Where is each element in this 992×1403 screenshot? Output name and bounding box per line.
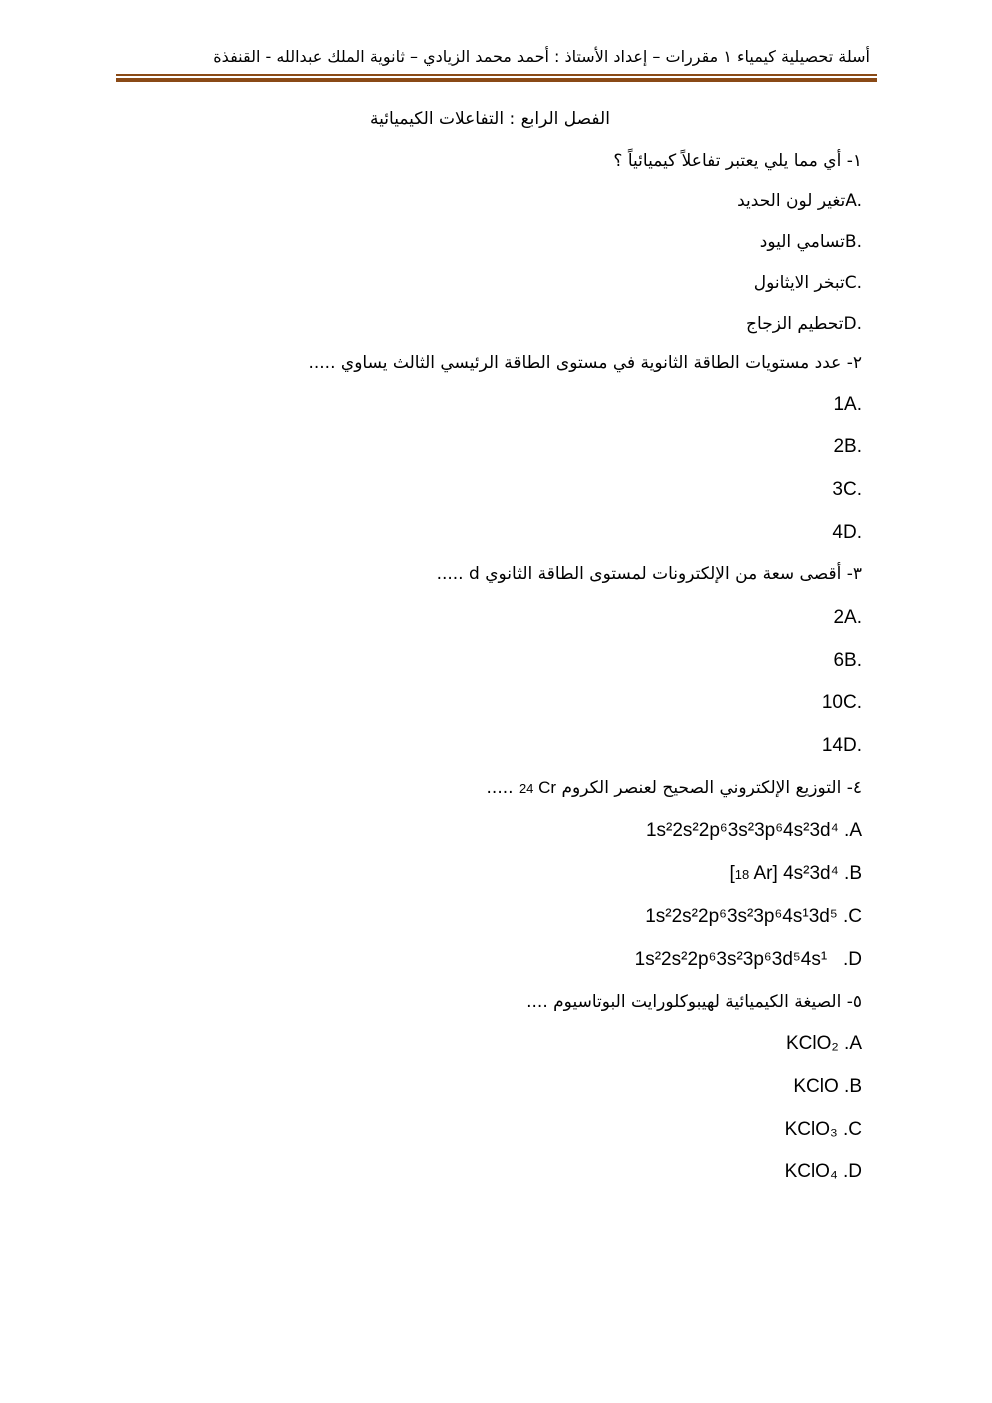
q5-option-b: [793, 1075, 862, 1099]
option-letter: .A: [844, 1033, 862, 1054]
question-4-dots: .....: [486, 778, 514, 798]
element-symbol-text: Cr: [538, 778, 557, 797]
option-letter: C.: [843, 479, 862, 500]
electron-config: 1s²2s²2p⁶3s²3p⁶4s¹3d⁵: [645, 906, 838, 927]
option-text: تحطيم الزجاج: [746, 314, 844, 334]
option-text: 6: [833, 650, 845, 671]
option-letter: D.: [843, 314, 862, 334]
option-text: 4: [832, 522, 843, 543]
q2-option-b: [833, 435, 862, 459]
option-text: 1: [833, 394, 845, 415]
q5-option-c: [785, 1118, 862, 1142]
question-1-text: أي مما يلي يعتبر تفاعلاً كيميائياً ؟: [613, 151, 842, 171]
option-text: تبخر الايثانول: [753, 273, 845, 293]
question-5: [526, 991, 862, 1013]
core-number: 18: [734, 867, 750, 882]
option-text: 2: [833, 436, 845, 457]
option-letter: .A: [844, 820, 862, 841]
q3-option-d: [822, 734, 862, 758]
question-3: [437, 563, 862, 585]
option-letter: .B: [844, 1076, 862, 1097]
chemical-formula: KClO₂: [785, 1033, 839, 1054]
electron-config: 1s²2s²2p⁶3s²3p⁶3d⁵4s¹: [634, 949, 828, 970]
chemical-formula: KClO₄: [784, 1161, 838, 1182]
question-2-text: عدد مستويات الطاقة الثانوية في مستوى الطاقة الرئيسي الثالث يساوي .....: [308, 353, 842, 373]
header-rule-thick: [116, 78, 877, 82]
question-3-number: ٣-: [846, 564, 862, 584]
option-letter: .C: [843, 1119, 862, 1140]
question-3-text: أقصى سعة من الإلكترونات لمستوى الطاقة الثانوي: [485, 564, 842, 584]
option-text: تسامي اليود: [759, 232, 845, 252]
question-4: [487, 777, 862, 800]
q2-option-d: [832, 521, 862, 545]
option-letter: D.: [843, 522, 862, 543]
header-rule-thin: [116, 74, 877, 76]
chapter-title: الفصل الرابع : التفاعلات الكيميائية: [370, 109, 610, 129]
question-5-number: ٥-: [846, 992, 862, 1012]
question-4-text: التوزيع الإلكتروني الصحيح لعنصر الكروم: [561, 778, 842, 798]
option-text: 3: [832, 479, 843, 500]
page-header: أسلة تحصيلية كيمياء ١ مقررات – إعداد الأستاذ : أحمد محمد الزيادي – ثانوية الملك عبدالله - القنفذة: [213, 47, 870, 66]
option-letter: .B: [844, 863, 862, 884]
option-letter: A.: [844, 394, 862, 415]
q4-option-d: [635, 948, 862, 972]
option-text: 2: [833, 607, 845, 628]
question-3-dots: .....: [436, 564, 464, 584]
core-symbol: Ar]: [753, 863, 778, 884]
question-1-number: ١-: [846, 151, 862, 171]
option-letter: C.: [844, 273, 862, 293]
chemical-formula: KClO: [793, 1076, 839, 1097]
q1-option-c: [754, 272, 862, 294]
q2-option-a: [833, 393, 862, 417]
q1-option-b: [760, 231, 862, 253]
option-letter: D.: [843, 735, 862, 756]
q3-option-b: [833, 649, 862, 673]
question-1: [613, 150, 862, 172]
option-text: تغير لون الحديد: [737, 191, 846, 211]
q2-option-c: [832, 478, 862, 502]
option-text: 10: [821, 692, 843, 713]
q4-option-b: [730, 862, 862, 887]
option-letter: B.: [844, 650, 862, 671]
option-letter: C.: [843, 692, 862, 713]
option-letter: .C: [843, 906, 862, 927]
option-letter: A.: [845, 191, 862, 211]
element-symbol: [519, 778, 556, 797]
option-letter: B.: [844, 232, 862, 252]
question-2: [308, 352, 862, 374]
question-3-symbol: d: [469, 564, 480, 584]
q3-option-a: [833, 606, 862, 630]
option-letter: A.: [844, 607, 862, 628]
q1-option-d: [746, 313, 862, 335]
option-letter: B.: [844, 436, 862, 457]
question-4-number: ٤-: [846, 778, 862, 798]
option-letter: .D: [843, 1161, 862, 1182]
core-open: [: [729, 863, 735, 884]
electron-config: 1s²2s²2p⁶3s²3p⁶4s²3d⁴: [645, 820, 839, 841]
question-2-number: ٢-: [846, 353, 862, 373]
question-5-text: الصيغة الكيميائية لهيبوكلورايت البوتاسيوم ....: [526, 992, 842, 1012]
electron-config: 4s²3d⁴: [783, 863, 839, 884]
chemical-formula: KClO₃: [784, 1119, 838, 1140]
q4-option-c: [645, 905, 862, 929]
q4-option-a: [646, 819, 862, 843]
q5-option-a: [786, 1032, 862, 1056]
option-letter: .D: [843, 949, 862, 970]
atomic-number: 24: [518, 781, 534, 796]
q5-option-d: [785, 1160, 862, 1184]
q3-option-c: [822, 691, 862, 715]
option-text: 14: [821, 735, 843, 756]
q1-option-a: [737, 190, 862, 212]
